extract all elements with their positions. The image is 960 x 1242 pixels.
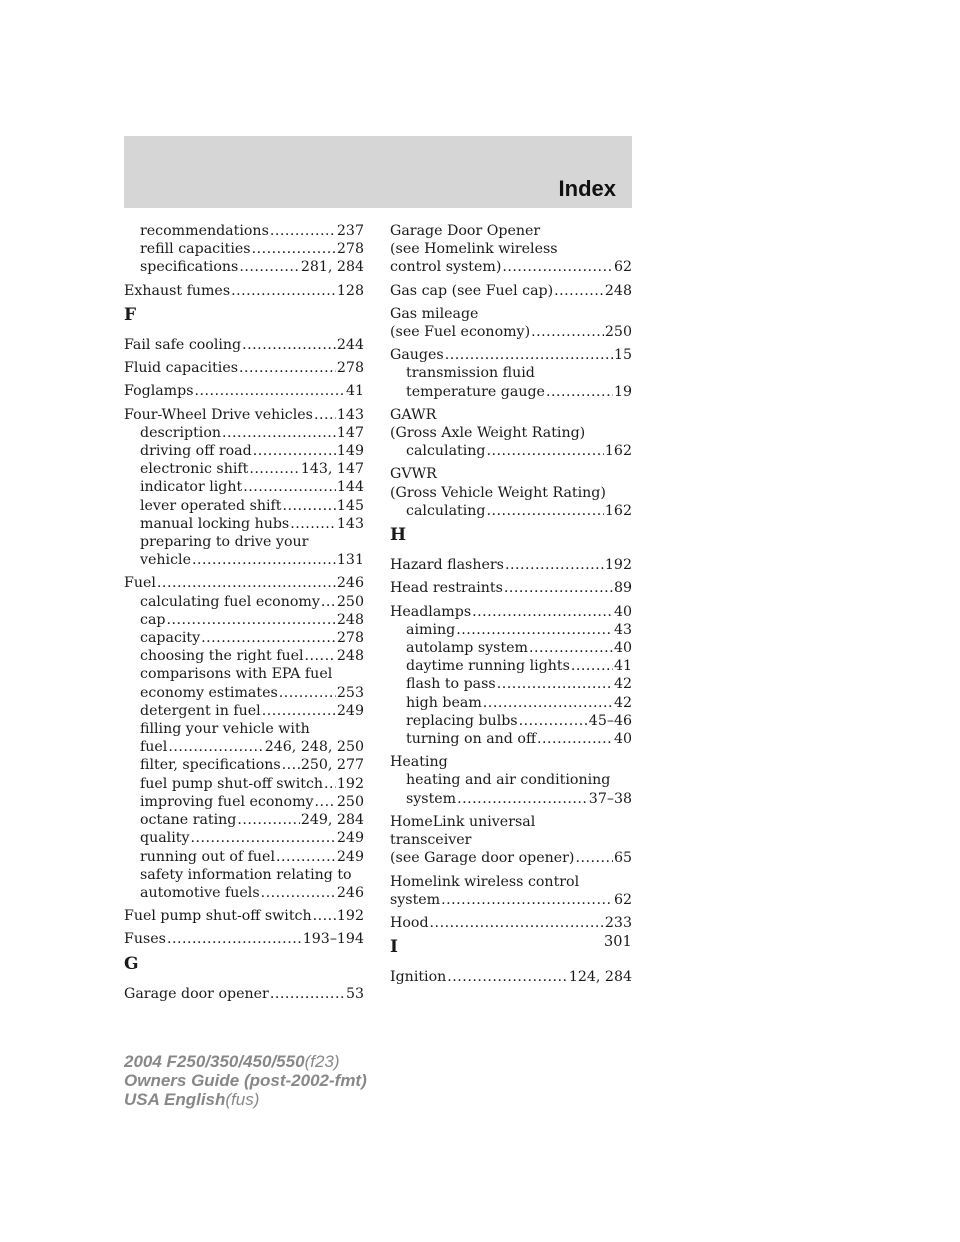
page-reference: 250	[604, 324, 632, 341]
dot-leader	[270, 985, 345, 1003]
index-subentry	[124, 240, 364, 258]
page-reference: 40	[613, 603, 632, 620]
index-term	[390, 813, 632, 831]
index-term	[390, 406, 632, 424]
index-subentry	[124, 478, 364, 496]
index-entry	[124, 222, 364, 277]
index-subentry	[390, 657, 632, 675]
entry-text: Gas mileage	[390, 305, 479, 322]
index-subentry	[124, 460, 364, 478]
dot-leader	[237, 811, 299, 829]
entry-text: Fail safe cooling	[124, 337, 242, 354]
page-reference: 193–194	[302, 931, 364, 948]
index-column-left	[124, 222, 364, 1008]
footer-main: USA English	[124, 1090, 226, 1109]
index-letter-heading: G	[124, 953, 139, 974]
page-reference: 162	[604, 502, 632, 519]
entry-text: vehicle	[140, 552, 191, 569]
entry-text: improving fuel economy	[140, 793, 314, 810]
footer-code: (fus)	[225, 1090, 260, 1109]
entry-text: preparing to drive your	[140, 534, 309, 551]
dot-leader	[270, 222, 336, 240]
page-reference: 62	[613, 891, 632, 908]
index-subentry	[124, 593, 364, 611]
index-entry	[390, 305, 632, 341]
page-reference: 192	[336, 775, 364, 792]
index-subentry	[390, 675, 632, 693]
index-term	[390, 305, 632, 323]
entry-text: Four-Wheel Drive vehicles	[124, 406, 313, 423]
entry-text: Foglamps	[124, 383, 194, 400]
page-reference: 246, 248, 250	[264, 739, 364, 756]
footer-main: Owners Guide (post-2002-fmt)	[124, 1071, 367, 1090]
footer-line	[124, 1090, 367, 1109]
index-entry	[390, 914, 632, 932]
entry-text: quality	[140, 830, 190, 847]
entry-text: automotive fuels	[140, 884, 260, 901]
entry-text: lever operated shift	[140, 497, 282, 514]
dot-leader	[472, 603, 613, 621]
entry-text: economy estimates	[140, 684, 278, 701]
index-entry	[390, 406, 632, 461]
page-reference: 281, 284	[300, 259, 364, 276]
page-reference: 248	[336, 611, 364, 628]
index-subentry	[390, 712, 632, 730]
index-subentry	[124, 424, 364, 442]
index-term	[124, 406, 364, 424]
entry-text: Gauges	[390, 347, 444, 364]
entry-text: GAWR	[390, 406, 437, 423]
index-term	[124, 359, 364, 377]
dot-leader	[441, 891, 613, 909]
dot-leader	[502, 258, 613, 276]
index-subentry	[124, 647, 364, 665]
index-term	[390, 914, 632, 932]
index-term	[390, 424, 632, 442]
page-reference: 237	[336, 223, 364, 239]
entry-text: aiming	[406, 621, 456, 638]
index-subentry	[124, 738, 364, 756]
index-term	[390, 222, 632, 240]
page-reference: 250, 277	[300, 757, 364, 774]
entry-text: Homelink wireless control	[390, 873, 580, 890]
dot-leader	[290, 515, 336, 533]
dot-leader	[252, 240, 336, 258]
entry-text: (Gross Axle Weight Rating)	[390, 425, 586, 442]
entry-text: detergent in fuel	[140, 702, 261, 719]
entry-text: GVWR	[390, 466, 437, 483]
page-reference: 233	[604, 914, 632, 931]
dot-leader	[167, 930, 302, 948]
footer-main: 2004 F250/350/450/550	[124, 1052, 305, 1071]
dot-leader	[529, 639, 613, 657]
page-reference: 149	[336, 443, 364, 460]
entry-text: recommendations	[140, 223, 269, 239]
entry-text: Exhaust fumes	[124, 282, 231, 299]
entry-text: fuel pump shut-off switch	[140, 775, 324, 792]
index-letter-heading: F	[124, 304, 137, 325]
entry-text: fuel	[140, 739, 168, 756]
dot-leader	[537, 730, 613, 748]
entry-text: driving off road	[140, 443, 252, 460]
page-reference: 65	[613, 850, 632, 867]
index-subentry	[390, 442, 632, 460]
dot-leader	[168, 738, 263, 756]
page-reference: 40	[613, 640, 632, 657]
dot-leader	[313, 907, 336, 925]
entry-text: calculating	[406, 443, 486, 460]
entry-text: Fuel	[124, 575, 156, 592]
page-reference: 15	[613, 347, 632, 364]
page-reference: 128	[336, 282, 364, 299]
page-reference: 162	[604, 443, 632, 460]
dot-leader	[430, 914, 604, 932]
dot-leader	[575, 849, 612, 867]
index-subentry	[124, 848, 364, 866]
page-reference: 53	[345, 985, 364, 1002]
index-subentry	[124, 775, 364, 793]
index-subentry	[124, 611, 364, 629]
page-reference: 250	[336, 593, 364, 610]
page-reference: 144	[336, 479, 364, 496]
index-entry	[124, 406, 364, 570]
dot-leader	[486, 502, 603, 520]
footer-line	[124, 1071, 367, 1090]
dot-leader	[157, 574, 336, 592]
dot-leader	[242, 336, 336, 354]
page-reference: 147	[336, 424, 364, 441]
index-subentry	[124, 829, 364, 847]
page-reference: 253	[336, 684, 364, 701]
entry-text: autolamp system	[406, 640, 529, 657]
page-reference: 43	[613, 621, 632, 638]
index-term	[390, 849, 632, 867]
entry-text: calculating fuel economy	[140, 593, 320, 610]
dot-leader	[546, 383, 613, 401]
index-entry	[124, 930, 364, 948]
page-reference: 192	[336, 908, 364, 925]
index-subentry	[124, 665, 364, 683]
entry-text: Heating	[390, 754, 448, 771]
page-reference: 19	[613, 383, 632, 400]
page-reference: 124, 284	[568, 969, 632, 986]
page-reference: 42	[613, 694, 632, 711]
index-subentry	[390, 730, 632, 748]
entry-text: Gas cap (see Fuel cap)	[390, 282, 554, 299]
index-term	[390, 240, 632, 258]
section-title: Index	[558, 176, 616, 201]
index-subentry	[124, 884, 364, 902]
index-subentry	[124, 629, 364, 647]
index-entry	[124, 359, 364, 377]
page-reference: 248	[604, 282, 632, 299]
dot-leader	[457, 790, 588, 808]
entry-text: Hazard flashers	[390, 557, 504, 574]
dot-leader	[167, 611, 336, 629]
page-reference: 45–46	[588, 712, 632, 729]
dot-leader	[190, 829, 335, 847]
dot-leader	[505, 556, 604, 574]
index-term	[124, 574, 364, 592]
index-letter-heading: H	[390, 525, 407, 546]
entry-text: (see Fuel economy)	[390, 324, 531, 341]
index-subentry	[124, 702, 364, 720]
dot-leader	[192, 551, 336, 569]
entry-text: control system)	[390, 259, 502, 276]
index-entry	[390, 813, 632, 868]
page-reference: 246	[336, 575, 364, 592]
dot-leader	[279, 684, 336, 702]
dot-leader	[571, 657, 613, 675]
index-term	[390, 484, 632, 502]
index-entry	[124, 907, 364, 925]
entry-text: flash to pass	[406, 676, 496, 693]
entry-text: running out of fuel	[140, 848, 275, 865]
entry-text: (see Homelink wireless	[390, 241, 558, 258]
dot-leader	[497, 675, 613, 693]
index-subentry	[390, 364, 632, 382]
index-term	[124, 930, 364, 948]
index-entry	[390, 873, 632, 909]
entry-text: HomeLink universal	[390, 813, 536, 830]
index-entry	[390, 222, 632, 277]
dot-leader	[324, 775, 336, 793]
entry-text: octane rating	[140, 812, 237, 829]
entry-text: filling your vehicle with	[140, 721, 310, 738]
index-entry	[390, 968, 632, 986]
index-entry	[390, 465, 632, 520]
dot-leader	[305, 647, 336, 665]
page-number: 301	[604, 934, 632, 950]
index-term	[390, 891, 632, 909]
page-reference: 249	[336, 830, 364, 847]
entry-text: temperature gauge	[406, 383, 545, 400]
index-entry	[124, 282, 364, 300]
index-entry	[390, 346, 632, 401]
index-entry	[124, 985, 364, 1003]
dot-leader	[554, 282, 604, 300]
index-subentry	[124, 811, 364, 829]
index-subentry	[124, 551, 364, 569]
dot-leader	[231, 282, 336, 300]
entry-text: daytime running lights	[406, 658, 570, 675]
page-reference: 143	[336, 515, 364, 532]
index-subentry	[390, 694, 632, 712]
entry-text: Fuses	[124, 931, 166, 948]
dot-leader	[249, 460, 299, 478]
index-entry	[390, 556, 632, 574]
index-subentry	[124, 756, 364, 774]
entry-text: transceiver	[390, 832, 472, 849]
page-reference: 145	[336, 497, 364, 514]
index-term	[124, 382, 364, 400]
dot-leader	[262, 702, 336, 720]
index-term	[124, 336, 364, 354]
index-term	[124, 282, 364, 300]
entry-text: safety information relating to	[140, 866, 352, 883]
page-reference: 249, 284	[300, 812, 364, 829]
entry-text: transmission fluid	[406, 365, 535, 382]
index-term	[390, 753, 632, 771]
index-term	[390, 873, 632, 891]
index-column-right	[390, 222, 632, 992]
entry-text: cap	[140, 611, 166, 628]
index-subentry	[124, 720, 364, 738]
dot-leader	[243, 478, 336, 496]
header-band	[124, 136, 632, 208]
index-term	[390, 556, 632, 574]
dot-leader	[201, 629, 336, 647]
page-reference: 246	[336, 884, 364, 901]
entry-text: indicator light	[140, 479, 243, 496]
index-term	[390, 968, 632, 986]
page-reference: 192	[604, 557, 632, 574]
index-subentry	[124, 793, 364, 811]
index-entry	[124, 336, 364, 354]
entry-text: replacing bulbs	[406, 712, 518, 729]
page-reference: 62	[613, 259, 632, 276]
dot-leader	[222, 424, 336, 442]
index-subentry	[124, 866, 364, 884]
dot-leader	[486, 442, 603, 460]
index-entry	[390, 603, 632, 749]
page-reference: 278	[336, 630, 364, 647]
dot-leader	[239, 359, 336, 377]
page-reference: 249	[336, 702, 364, 719]
index-term	[390, 258, 632, 276]
index-subentry	[124, 258, 364, 276]
entry-text: Head restraints	[390, 580, 503, 597]
dot-leader	[261, 884, 336, 902]
entry-text: (Gross Vehicle Weight Rating)	[390, 484, 606, 501]
entry-text: Headlamps	[390, 603, 472, 620]
entry-text: refill capacities	[140, 241, 251, 258]
entry-text: electronic shift	[140, 461, 249, 478]
index-subentry	[124, 497, 364, 515]
page-reference: 131	[336, 552, 364, 569]
dot-leader	[315, 793, 336, 811]
page-reference: 244	[336, 337, 364, 354]
footer-code: (f23)	[304, 1052, 340, 1071]
dot-leader	[456, 621, 613, 639]
index-subentry	[124, 684, 364, 702]
index-letter-heading: I	[390, 937, 398, 958]
dot-leader	[282, 756, 300, 774]
dot-leader	[321, 593, 336, 611]
entry-text: Ignition	[390, 969, 447, 986]
index-subentry	[124, 222, 364, 240]
document-footer	[124, 1052, 367, 1109]
entry-text: Fluid capacities	[124, 360, 238, 377]
page-reference: 89	[613, 580, 632, 597]
entry-text: Garage Door Opener	[390, 223, 541, 239]
page-reference: 40	[613, 731, 632, 748]
entry-text: comparisons with EPA fuel	[140, 666, 333, 683]
entry-text: system	[406, 790, 457, 807]
index-subentry	[390, 790, 632, 808]
index-term	[390, 282, 632, 300]
entry-text: filter, specifications	[140, 757, 281, 774]
dot-leader	[283, 497, 336, 515]
dot-leader	[445, 346, 613, 364]
index-subentry	[390, 771, 632, 789]
index-subentry	[390, 502, 632, 520]
page-reference: 41	[345, 383, 364, 400]
index-subentry	[124, 515, 364, 533]
entry-text: turning on and off	[406, 731, 537, 748]
page-reference: 278	[336, 241, 364, 258]
entry-text: capacity	[140, 630, 201, 647]
dot-leader	[314, 406, 336, 424]
entry-text: Garage door opener	[124, 985, 269, 1002]
page-reference: 41	[613, 658, 632, 675]
page-reference: 42	[613, 676, 632, 693]
index-subentry	[390, 383, 632, 401]
index-term	[390, 465, 632, 483]
entry-text: heating and air conditioning	[406, 772, 611, 789]
entry-text: description	[140, 424, 222, 441]
entry-text: (see Garage door opener)	[390, 850, 575, 867]
dot-leader	[447, 968, 568, 986]
index-term	[390, 323, 632, 341]
entry-text: manual locking hubs	[140, 515, 290, 532]
page-reference: 278	[336, 360, 364, 377]
dot-leader	[253, 442, 336, 460]
entry-text: Hood	[390, 914, 429, 931]
index-term	[390, 831, 632, 849]
page-reference: 249	[336, 848, 364, 865]
index-subentry	[124, 442, 364, 460]
entry-text: specifications	[140, 259, 239, 276]
page-reference: 37–38	[588, 790, 632, 807]
index-term	[390, 603, 632, 621]
page-reference: 250	[336, 793, 364, 810]
index-entry	[390, 753, 632, 808]
index-entry	[390, 579, 632, 597]
dot-leader	[504, 579, 613, 597]
entry-text: system	[390, 891, 441, 908]
entry-text: high beam	[406, 694, 482, 711]
index-term	[124, 907, 364, 925]
dot-leader	[195, 382, 345, 400]
entry-text: Fuel pump shut-off switch	[124, 908, 312, 925]
page-reference: 143, 147	[300, 461, 364, 478]
entry-text: choosing the right fuel	[140, 648, 304, 665]
dot-leader	[239, 258, 300, 276]
dot-leader	[519, 712, 588, 730]
dot-leader	[276, 848, 336, 866]
footer-line	[124, 1052, 367, 1071]
dot-leader	[483, 694, 613, 712]
index-subentry	[390, 639, 632, 657]
index-term	[390, 346, 632, 364]
dot-leader	[531, 323, 604, 341]
index-term	[390, 579, 632, 597]
index-subentry	[124, 533, 364, 551]
page-reference: 143	[336, 406, 364, 423]
page-reference: 248	[336, 648, 364, 665]
index-entry	[390, 282, 632, 300]
index-entry	[124, 382, 364, 400]
index-entry	[124, 574, 364, 902]
entry-text: calculating	[406, 502, 486, 519]
index-subentry	[390, 621, 632, 639]
index-term	[124, 985, 364, 1003]
